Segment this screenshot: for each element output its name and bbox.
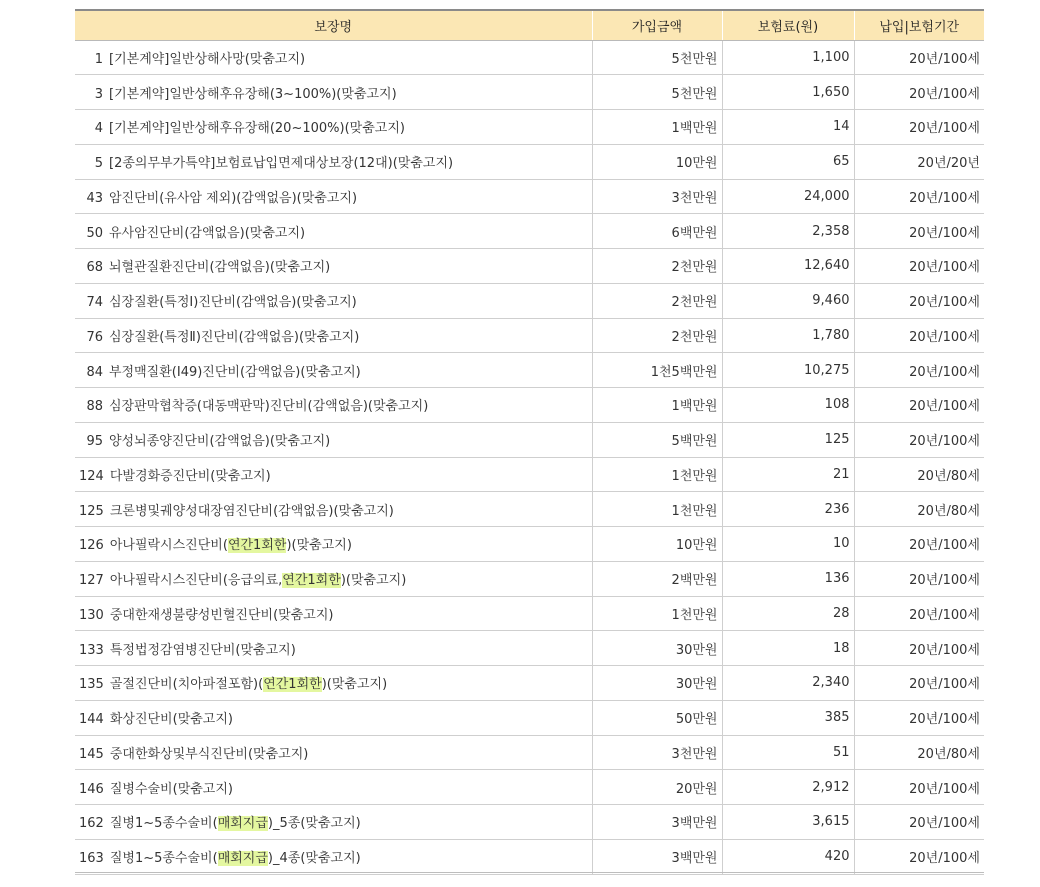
premium-cell: 385: [722, 700, 854, 735]
table-row: [75, 249, 984, 284]
coverage-name: 유사암진단비(감액없음)(맞춤고지): [109, 225, 306, 241]
header-coverage-name: 보장명: [75, 10, 592, 40]
row-number: 127: [79, 573, 104, 589]
table-row: [75, 631, 984, 666]
coverage-name: 심장질환(특정Ⅰ)진단비(감액없음)(맞춤고지): [109, 295, 357, 311]
coverage-name-cell: [75, 700, 592, 735]
coverage-name-cell: [75, 457, 592, 492]
payment-period-cell: 20년/100세: [854, 839, 984, 874]
coverage-name: 암진단비(유사암 제외)(감액없음)(맞춤고지): [109, 190, 358, 206]
payment-period-cell: 20년/100세: [854, 561, 984, 596]
coverage-name-cell: [75, 422, 592, 457]
payment-period-cell: 20년/100세: [854, 666, 984, 701]
row-number: 4: [94, 121, 103, 137]
insured-amount-cell: 3백만원: [592, 839, 722, 874]
insured-amount-cell: 1천만원: [592, 596, 722, 631]
coverage-name: [기본계약]일반상해사망(맞춤고지): [109, 51, 306, 67]
header-payment-period: 납입|보험기간: [854, 10, 984, 40]
table-row: [75, 805, 984, 840]
payment-period-cell: 20년/100세: [854, 318, 984, 353]
coverage-name: 특정법정감염병진단비(맞춤고지): [109, 642, 296, 658]
row-number: 133: [79, 642, 104, 658]
row-number: 88: [86, 399, 103, 415]
insured-amount-cell: 50만원: [592, 700, 722, 735]
table-row: [75, 666, 984, 701]
premium-cell: 3,615: [722, 805, 854, 840]
header-insured-amount: 가입금액: [592, 10, 722, 40]
table-row: [75, 110, 984, 145]
premium-cell: 10: [722, 527, 854, 562]
table-header: [75, 10, 984, 40]
highlighted-condition: 매회지급: [217, 816, 268, 832]
highlighted-condition: 연간1회한: [227, 538, 287, 554]
table-body: [75, 40, 984, 874]
row-number: 163: [79, 851, 104, 867]
payment-period-cell: 20년/100세: [854, 353, 984, 388]
insured-amount-cell: 5백만원: [592, 422, 722, 457]
coverage-name-suffix: )(맞춤고지): [321, 677, 388, 693]
table-row: [75, 40, 984, 75]
coverage-table: [75, 9, 984, 875]
coverage-name-cell: [75, 353, 592, 388]
payment-period-cell: 20년/20년: [854, 144, 984, 179]
coverage-name-cell: [75, 735, 592, 770]
coverage-name-cell: [75, 214, 592, 249]
insured-amount-cell: 20만원: [592, 770, 722, 805]
insured-amount-cell: 3백만원: [592, 805, 722, 840]
premium-cell: 14: [722, 110, 854, 145]
coverage-name: 중대한화상및부식진단비(맞춤고지): [109, 746, 309, 762]
coverage-name: 부정맥질환(Ⅰ49)진단비(감액없음)(맞춤고지): [109, 364, 361, 380]
payment-period-cell: 20년/100세: [854, 214, 984, 249]
payment-period-cell: 20년/100세: [854, 631, 984, 666]
highlighted-condition: 연간1회한: [263, 677, 322, 693]
row-number: 130: [79, 607, 104, 623]
table-row: [75, 388, 984, 423]
payment-period-cell: 20년/80세: [854, 457, 984, 492]
header-premium: 보험료(원): [722, 10, 854, 40]
coverage-name: 다발경화증진단비(맞춤고지): [109, 468, 271, 484]
row-number: 124: [79, 468, 104, 484]
coverage-name-cell: [75, 144, 592, 179]
insured-amount-cell: 1백만원: [592, 388, 722, 423]
premium-cell: 2,358: [722, 214, 854, 249]
premium-cell: 236: [722, 492, 854, 527]
payment-period-cell: 20년/100세: [854, 179, 984, 214]
row-number: 84: [86, 364, 103, 380]
premium-cell: 18: [722, 631, 854, 666]
coverage-name-cell: [75, 631, 592, 666]
payment-period-cell: 20년/100세: [854, 770, 984, 805]
premium-cell: 1,650: [722, 75, 854, 110]
row-number: 50: [86, 225, 103, 241]
payment-period-cell: 20년/100세: [854, 249, 984, 284]
premium-cell: 2,912: [722, 770, 854, 805]
table-row: [75, 353, 984, 388]
payment-period-cell: 20년/100세: [854, 40, 984, 75]
table-row: [75, 318, 984, 353]
highlighted-condition: 매회지급: [217, 851, 268, 867]
table-row: [75, 422, 984, 457]
insured-amount-cell: 5천만원: [592, 75, 722, 110]
coverage-name-cell: [75, 179, 592, 214]
table-row: [75, 457, 984, 492]
coverage-name-suffix: )(맞춤고지): [340, 573, 407, 589]
coverage-name: 아나필락시스진단비(응급의료,: [109, 573, 283, 589]
row-number: 76: [86, 329, 103, 345]
premium-cell: 12,640: [722, 249, 854, 284]
coverage-name-cell: [75, 388, 592, 423]
insured-amount-cell: 30만원: [592, 666, 722, 701]
coverage-name: 크론병및궤양성대장염진단비(감액없음)(맞춤고지): [109, 503, 394, 519]
row-number: 5: [94, 156, 103, 172]
insured-amount-cell: 3천만원: [592, 179, 722, 214]
coverage-name-cell: [75, 110, 592, 145]
insured-amount-cell: 10만원: [592, 527, 722, 562]
premium-cell: 108: [722, 388, 854, 423]
payment-period-cell: 20년/100세: [854, 110, 984, 145]
coverage-name-cell: [75, 527, 592, 562]
premium-cell: 9,460: [722, 283, 854, 318]
premium-cell: 420: [722, 839, 854, 874]
row-number: 145: [79, 746, 104, 762]
coverage-name: 화상진단비(맞춤고지): [109, 712, 233, 728]
row-number: 144: [79, 712, 104, 728]
coverage-name: 뇌혈관질환진단비(감액없음)(맞춤고지): [109, 260, 331, 276]
coverage-name-cell: [75, 596, 592, 631]
coverage-name-cell: [75, 770, 592, 805]
coverage-name-cell: [75, 249, 592, 284]
payment-period-cell: 20년/100세: [854, 805, 984, 840]
payment-period-cell: 20년/100세: [854, 596, 984, 631]
insured-amount-cell: 1백만원: [592, 110, 722, 145]
coverage-name: [2종의무부가특약]보험료납입면제대상보장(12대)(맞춤고지): [109, 156, 454, 172]
coverage-name-suffix: )_4종(맞춤고지): [267, 851, 361, 867]
coverage-name-cell: [75, 561, 592, 596]
coverage-name-cell: [75, 492, 592, 527]
premium-cell: 51: [722, 735, 854, 770]
premium-cell: 1,780: [722, 318, 854, 353]
payment-period-cell: 20년/100세: [854, 527, 984, 562]
insured-amount-cell: 1천만원: [592, 457, 722, 492]
premium-cell: 10,275: [722, 353, 854, 388]
payment-period-cell: 20년/100세: [854, 283, 984, 318]
premium-cell: 65: [722, 144, 854, 179]
premium-cell: 21: [722, 457, 854, 492]
row-number: 95: [86, 434, 103, 450]
coverage-name: 양성뇌종양진단비(감액없음)(맞춤고지): [109, 434, 331, 450]
insured-amount-cell: 5천만원: [592, 40, 722, 75]
coverage-name-cell: [75, 666, 592, 701]
insured-amount-cell: 2천만원: [592, 283, 722, 318]
row-number: 43: [86, 190, 103, 206]
insured-amount-cell: 2백만원: [592, 561, 722, 596]
insured-amount-cell: 1천만원: [592, 492, 722, 527]
premium-cell: 24,000: [722, 179, 854, 214]
table-row: [75, 561, 984, 596]
row-number: 146: [79, 781, 104, 797]
payment-period-cell: 20년/100세: [854, 388, 984, 423]
table-row: [75, 735, 984, 770]
premium-cell: 1,100: [722, 40, 854, 75]
coverage-name: 질병수술비(맞춤고지): [109, 781, 233, 797]
coverage-name: [기본계약]일반상해후유장해(3~100%)(맞춤고지): [109, 86, 397, 102]
table-row: [75, 75, 984, 110]
row-number: 3: [94, 86, 103, 102]
coverage-name-cell: [75, 839, 592, 874]
coverage-name: [기본계약]일반상해후유장해(20~100%)(맞춤고지): [109, 121, 405, 137]
row-number: 74: [86, 295, 103, 311]
insured-amount-cell: 10만원: [592, 144, 722, 179]
row-number: 135: [79, 677, 104, 693]
insured-amount-cell: 3천만원: [592, 735, 722, 770]
coverage-name-cell: [75, 75, 592, 110]
payment-period-cell: 20년/80세: [854, 492, 984, 527]
table-row: [75, 283, 984, 318]
table-row: [75, 700, 984, 735]
table-row: [75, 214, 984, 249]
coverage-name-cell: [75, 805, 592, 840]
coverage-name: 심장판막협착증(대동맥판막)진단비(감액없음)(맞춤고지): [109, 399, 429, 415]
table-row: [75, 492, 984, 527]
coverage-name: 심장질환(특정Ⅱ)진단비(감액없음)(맞춤고지): [109, 329, 360, 345]
highlighted-condition: 연간1회한: [282, 573, 341, 589]
header-row: [75, 10, 984, 40]
coverage-name: 질병1~5종수술비(: [109, 816, 218, 832]
table-row: [75, 179, 984, 214]
payment-period-cell: 20년/100세: [854, 422, 984, 457]
row-number: 1: [94, 51, 103, 67]
payment-period-cell: 20년/100세: [854, 700, 984, 735]
payment-period-cell: 20년/80세: [854, 735, 984, 770]
table-bottom-border: [75, 872, 984, 873]
table-row: [75, 527, 984, 562]
insured-amount-cell: 1천5백만원: [592, 353, 722, 388]
coverage-name: 골절진단비(치아파절포함)(: [109, 677, 264, 693]
table-row: [75, 596, 984, 631]
row-number: 125: [79, 503, 104, 519]
insured-amount-cell: 30만원: [592, 631, 722, 666]
table-row: [75, 770, 984, 805]
premium-cell: 28: [722, 596, 854, 631]
coverage-name: 질병1~5종수술비(: [109, 851, 218, 867]
premium-cell: 136: [722, 561, 854, 596]
premium-cell: 2,340: [722, 666, 854, 701]
payment-period-cell: 20년/100세: [854, 75, 984, 110]
coverage-name-cell: [75, 283, 592, 318]
coverage-name: 중대한재생불량성빈혈진단비(맞춤고지): [109, 607, 334, 623]
table-row: [75, 144, 984, 179]
coverage-name-suffix: )(맞춤고지): [286, 538, 352, 554]
row-number: 162: [79, 816, 104, 832]
row-number: 68: [86, 260, 103, 276]
insured-amount-cell: 2천만원: [592, 318, 722, 353]
coverage-name: 아나필락시스진단비(: [109, 538, 228, 554]
insured-amount-cell: 6백만원: [592, 214, 722, 249]
coverage-name-suffix: )_5종(맞춤고지): [267, 816, 361, 832]
insured-amount-cell: 2천만원: [592, 249, 722, 284]
coverage-name-cell: [75, 318, 592, 353]
table-row: [75, 839, 984, 874]
row-number: 126: [79, 538, 104, 554]
premium-cell: 125: [722, 422, 854, 457]
coverage-name-cell: [75, 40, 592, 75]
